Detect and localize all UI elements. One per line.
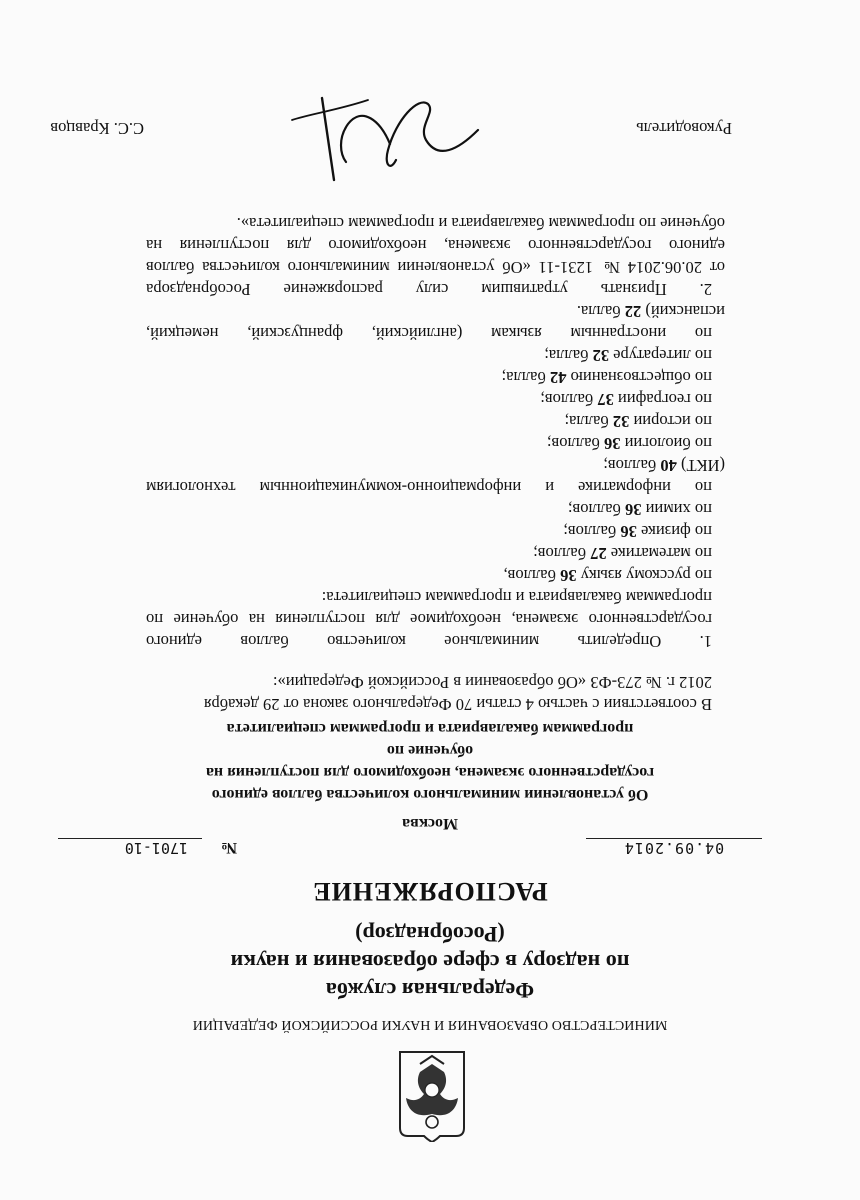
score-unit: баллов; [567,500,625,519]
score-unit: баллов; [546,434,604,453]
clause-2-line: единого государственного экзамена, необходимого для поступления на [146,236,725,255]
subject-score-item [563,520,712,542]
subject-label: по русскому языку [576,566,712,585]
ministry-name: МИНИСТЕРСТВО ОБРАЗОВАНИЯ И НАУКИ РОССИЙСКОЙ ФЕДЕРАЦИИ [192,1017,668,1032]
service-line: (Рособрнадзор) [355,922,505,947]
preamble-line: 2012 г. № 273-ФЗ «Об образовании в Российской Федерации»: [272,673,712,692]
score-unit: балла; [544,346,593,365]
order-date: 04.09.2014 [586,838,762,857]
preamble-line: В соответствии с частью 4 статьи 70 Федерального закона от 29 декабря [203,695,712,714]
subject-score-item [568,498,712,520]
score-unit: баллов, [503,566,561,585]
subject-score: 32 [612,412,630,431]
subject-score-item [503,564,712,586]
signatory-role: Руководитель [636,119,732,138]
subject-score: 40 [660,456,677,475]
subject-score: 36 [624,500,642,519]
subject-line: Об установлении минимального количества баллов единого [211,786,649,803]
subject-score: 37 [597,390,614,409]
service-line: Федеральная служба [325,978,535,1003]
order-subject [195,717,665,805]
subject-label: по биологии [620,434,712,453]
subject-label: по физике [636,522,712,541]
subject-score-item [146,476,712,498]
score-unit: балла; [501,368,550,387]
clause-2-line: от 20.06.2014 № 1231-11 «Об установлении минимального количества баллов [146,258,725,277]
subject-label: по литературе [609,346,712,365]
score-unit: баллов; [563,522,621,541]
subject-label: испанский) [641,302,725,321]
score-unit: баллов; [540,390,598,409]
coat-of-arms-icon [394,1050,470,1142]
subject-label: (ИКТ) [676,456,725,475]
subject-label: по химии [641,500,712,519]
service-name [0,920,860,1004]
subject-score: 27 [590,544,607,563]
subject-score: 36 [560,566,577,585]
clause-1-line: 1. Определить минимальное количество баллов единого [146,632,712,651]
subject-score-item [547,432,712,454]
score-unit: балла; [564,412,613,431]
subject-line: программам бакалавриата и программам специалитета [226,720,634,737]
score-unit: балла. [576,302,625,321]
subject-score-item [603,454,725,476]
subject-line: государственного экзамена, необходимого для поступления на обучение по [205,742,655,781]
score-unit: баллов; [603,456,661,475]
service-line: по надзору в сфере образования и науки [230,950,630,975]
subject-score: 22 [624,302,642,321]
subject-label: по обществознанию [566,368,712,387]
subject-score: 36 [604,434,621,453]
subject-label: по иностранным языкам (английский, французский, немецкий, [146,324,712,343]
subject-score: 32 [592,346,610,365]
subject-score-item [533,542,712,564]
subject-label: по географии [613,390,712,409]
order-number: 1701-10 [58,838,202,857]
city-name: Москва [402,815,458,832]
subject-score-item [577,300,725,322]
score-unit: баллов; [533,544,591,563]
clause-1-line: программам бакалавриата и программам специалитета: [321,588,712,607]
subject-label: по информатике и информационно-коммуникационным технологиям [146,478,712,497]
clause-2-line: обучение по программам бакалавриата и программам специалитета». [236,214,725,233]
subject-score-item [502,366,712,388]
clause-1-line: государственного экзамена, необходимое для поступления на обучение по [146,610,712,629]
subject-score-item [540,388,712,410]
subject-score-item [146,322,712,344]
subject-score-item [564,410,712,432]
clause-2-line: 2. Признать утратившим силу распоряжение Рособрнадзора [146,280,712,299]
number-sign: № [220,839,237,856]
subject-score-item [544,344,712,366]
subject-label: по математике [606,544,712,563]
document-title: РАСПОРЯЖЕНИЕ [312,877,548,906]
subject-score: 36 [620,522,637,541]
subject-label: по истории [629,412,712,431]
handwritten-signature [288,90,488,190]
signatory-name: С.С. Кравцов [50,119,144,138]
subject-score: 42 [549,368,567,387]
